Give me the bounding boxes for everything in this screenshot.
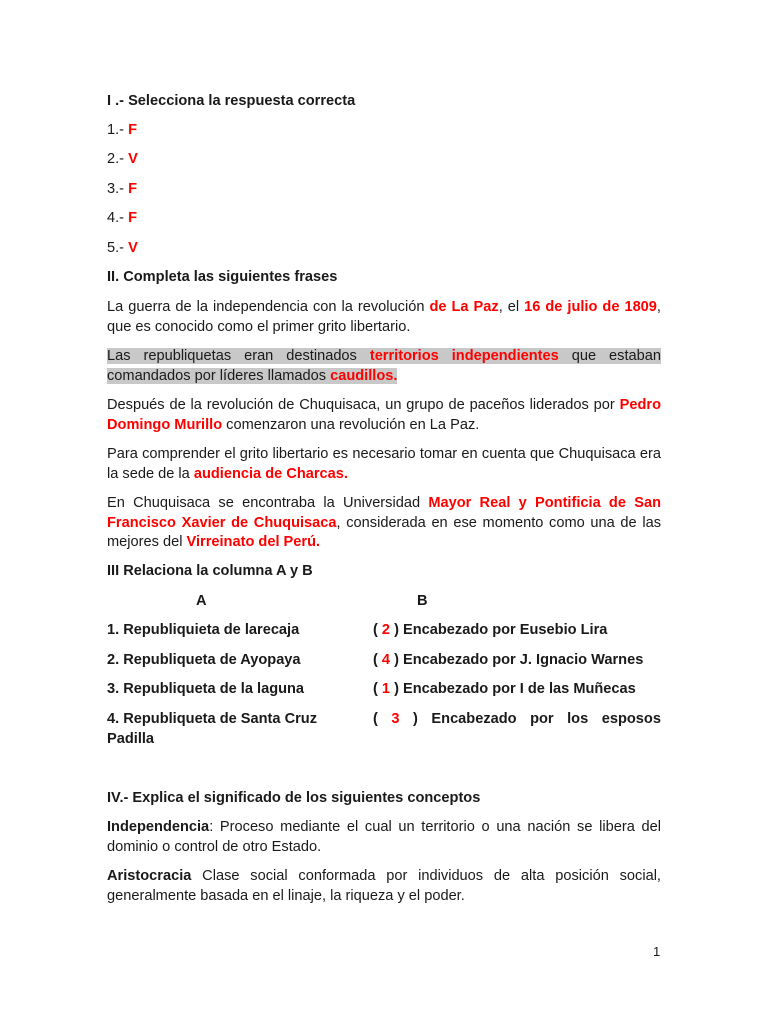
answer-number: 2.- — [107, 151, 125, 167]
text-run: , considerada en ese momento como una de las mejores del — [107, 514, 661, 550]
paragraph-3 — [107, 396, 661, 435]
column-b-item — [373, 621, 661, 641]
column-a-item: 1. Republiquieta de larecaja — [107, 622, 300, 638]
separator: : — [209, 819, 214, 835]
answer-3 — [107, 180, 661, 200]
concept-independencia — [107, 818, 661, 857]
column-b-item — [373, 651, 661, 671]
paragraph-1 — [107, 298, 661, 337]
answer-5 — [107, 239, 661, 259]
section-4-title: IV.- Explica el significado de los siguientes conceptos — [107, 790, 481, 806]
answer-value: F — [128, 181, 138, 197]
answer-2 — [107, 150, 661, 170]
paren: ) — [413, 711, 418, 727]
match-number: 3 — [391, 711, 400, 727]
column-b-text: ) Encabezado por I de las Muñecas — [390, 681, 636, 697]
answer-number: 3.- — [107, 181, 125, 197]
paragraph-4 — [107, 445, 661, 484]
text-run: comenzaron una revolución en La Paz. — [222, 416, 480, 433]
answer-highlight: Virreinato del Perú. — [186, 534, 321, 550]
column-a-item: 2. Republiqueta de Ayopaya — [107, 652, 301, 668]
concept-term: Aristocracia — [107, 868, 192, 884]
column-a-header: A — [196, 593, 207, 609]
paren: ( — [373, 652, 382, 668]
answer-value: F — [128, 122, 138, 138]
concept-term: Independencia — [107, 819, 210, 835]
column-b-item — [373, 710, 661, 730]
match-number: 4 — [381, 652, 391, 668]
paragraph-2 — [107, 347, 661, 386]
answer-highlight: caudillos. — [330, 367, 398, 384]
column-b-word: esposos — [601, 711, 661, 727]
answer-value: F — [128, 210, 138, 226]
answer-highlight: territorios independientes — [369, 348, 559, 364]
section-2-title: II. Completa las siguientes frases — [107, 269, 338, 285]
page-number: 1 — [653, 944, 661, 959]
match-number: 1 — [381, 681, 391, 697]
answer-highlight: Mayor Real y Pontificia de San Francisco Xavier de Chuquisaca — [107, 495, 661, 531]
text-run: Para comprender el grito libertario es necesario tomar en cuenta que Chuquisaca era la sede de la — [107, 446, 661, 482]
column-b-text: ) Encabezado por Eusebio Lira — [390, 622, 608, 638]
answer-highlight: audiencia de Charcas. — [193, 465, 348, 482]
answer-value: V — [128, 151, 138, 167]
paragraph-5 — [107, 494, 661, 553]
answer-value: V — [128, 240, 138, 256]
paren: ( — [373, 622, 382, 638]
column-a-item: 3. Republiqueta de la laguna — [107, 681, 305, 697]
answer-number: 1.- — [107, 122, 125, 138]
text-run: En Chuquisaca se encontraba la Universidad — [107, 495, 429, 511]
column-a-item: 4. Republiqueta de Santa Cruz Padilla — [107, 711, 318, 747]
column-b-word: los — [567, 711, 589, 727]
match-number: 2 — [381, 622, 391, 638]
text-run: Las republiquetas eran destinados — [107, 348, 370, 364]
concept-definition: Clase social conformada por individuos de alta posición social, generalmente basada en el linaje, la riqueza y el poder. — [107, 868, 661, 904]
paren: ( — [373, 681, 382, 697]
paren: ( — [373, 711, 378, 727]
text-run: La guerra de la independencia con la revolución — [107, 299, 430, 315]
section-3-title: III Relaciona la columna A y B — [107, 563, 313, 579]
column-b-header: B — [417, 593, 428, 609]
column-b-word: Encabezado — [431, 711, 517, 727]
text-run: que estaban comandados por líderes llamados — [107, 348, 661, 384]
text-run: , que es conocido como el primer grito libertario. — [107, 299, 661, 335]
column-b-word: por — [530, 711, 554, 727]
answer-highlight: Pedro Domingo Murillo — [107, 397, 661, 433]
text-run: Después de la revolución de Chuquisaca, un grupo de paceños liderados por — [107, 397, 620, 413]
answer-number: 5.- — [107, 240, 125, 256]
column-b-text: ) Encabezado por J. Ignacio Warnes — [390, 652, 644, 668]
section-1-title: I .- Selecciona la respuesta correcta — [107, 93, 356, 109]
answer-highlight: de La Paz — [429, 299, 499, 315]
column-b-item — [373, 680, 661, 700]
text-run: , el — [498, 299, 525, 315]
answer-4 — [107, 209, 661, 229]
answer-highlight: 16 de julio de 1809 — [524, 299, 657, 315]
answer-1 — [107, 121, 661, 141]
concept-definition: Proceso mediante el cual un territorio o una nación se libera del dominio o control de otro Estado. — [107, 819, 661, 855]
answer-number: 4.- — [107, 210, 125, 226]
concept-aristocracia — [107, 867, 661, 906]
